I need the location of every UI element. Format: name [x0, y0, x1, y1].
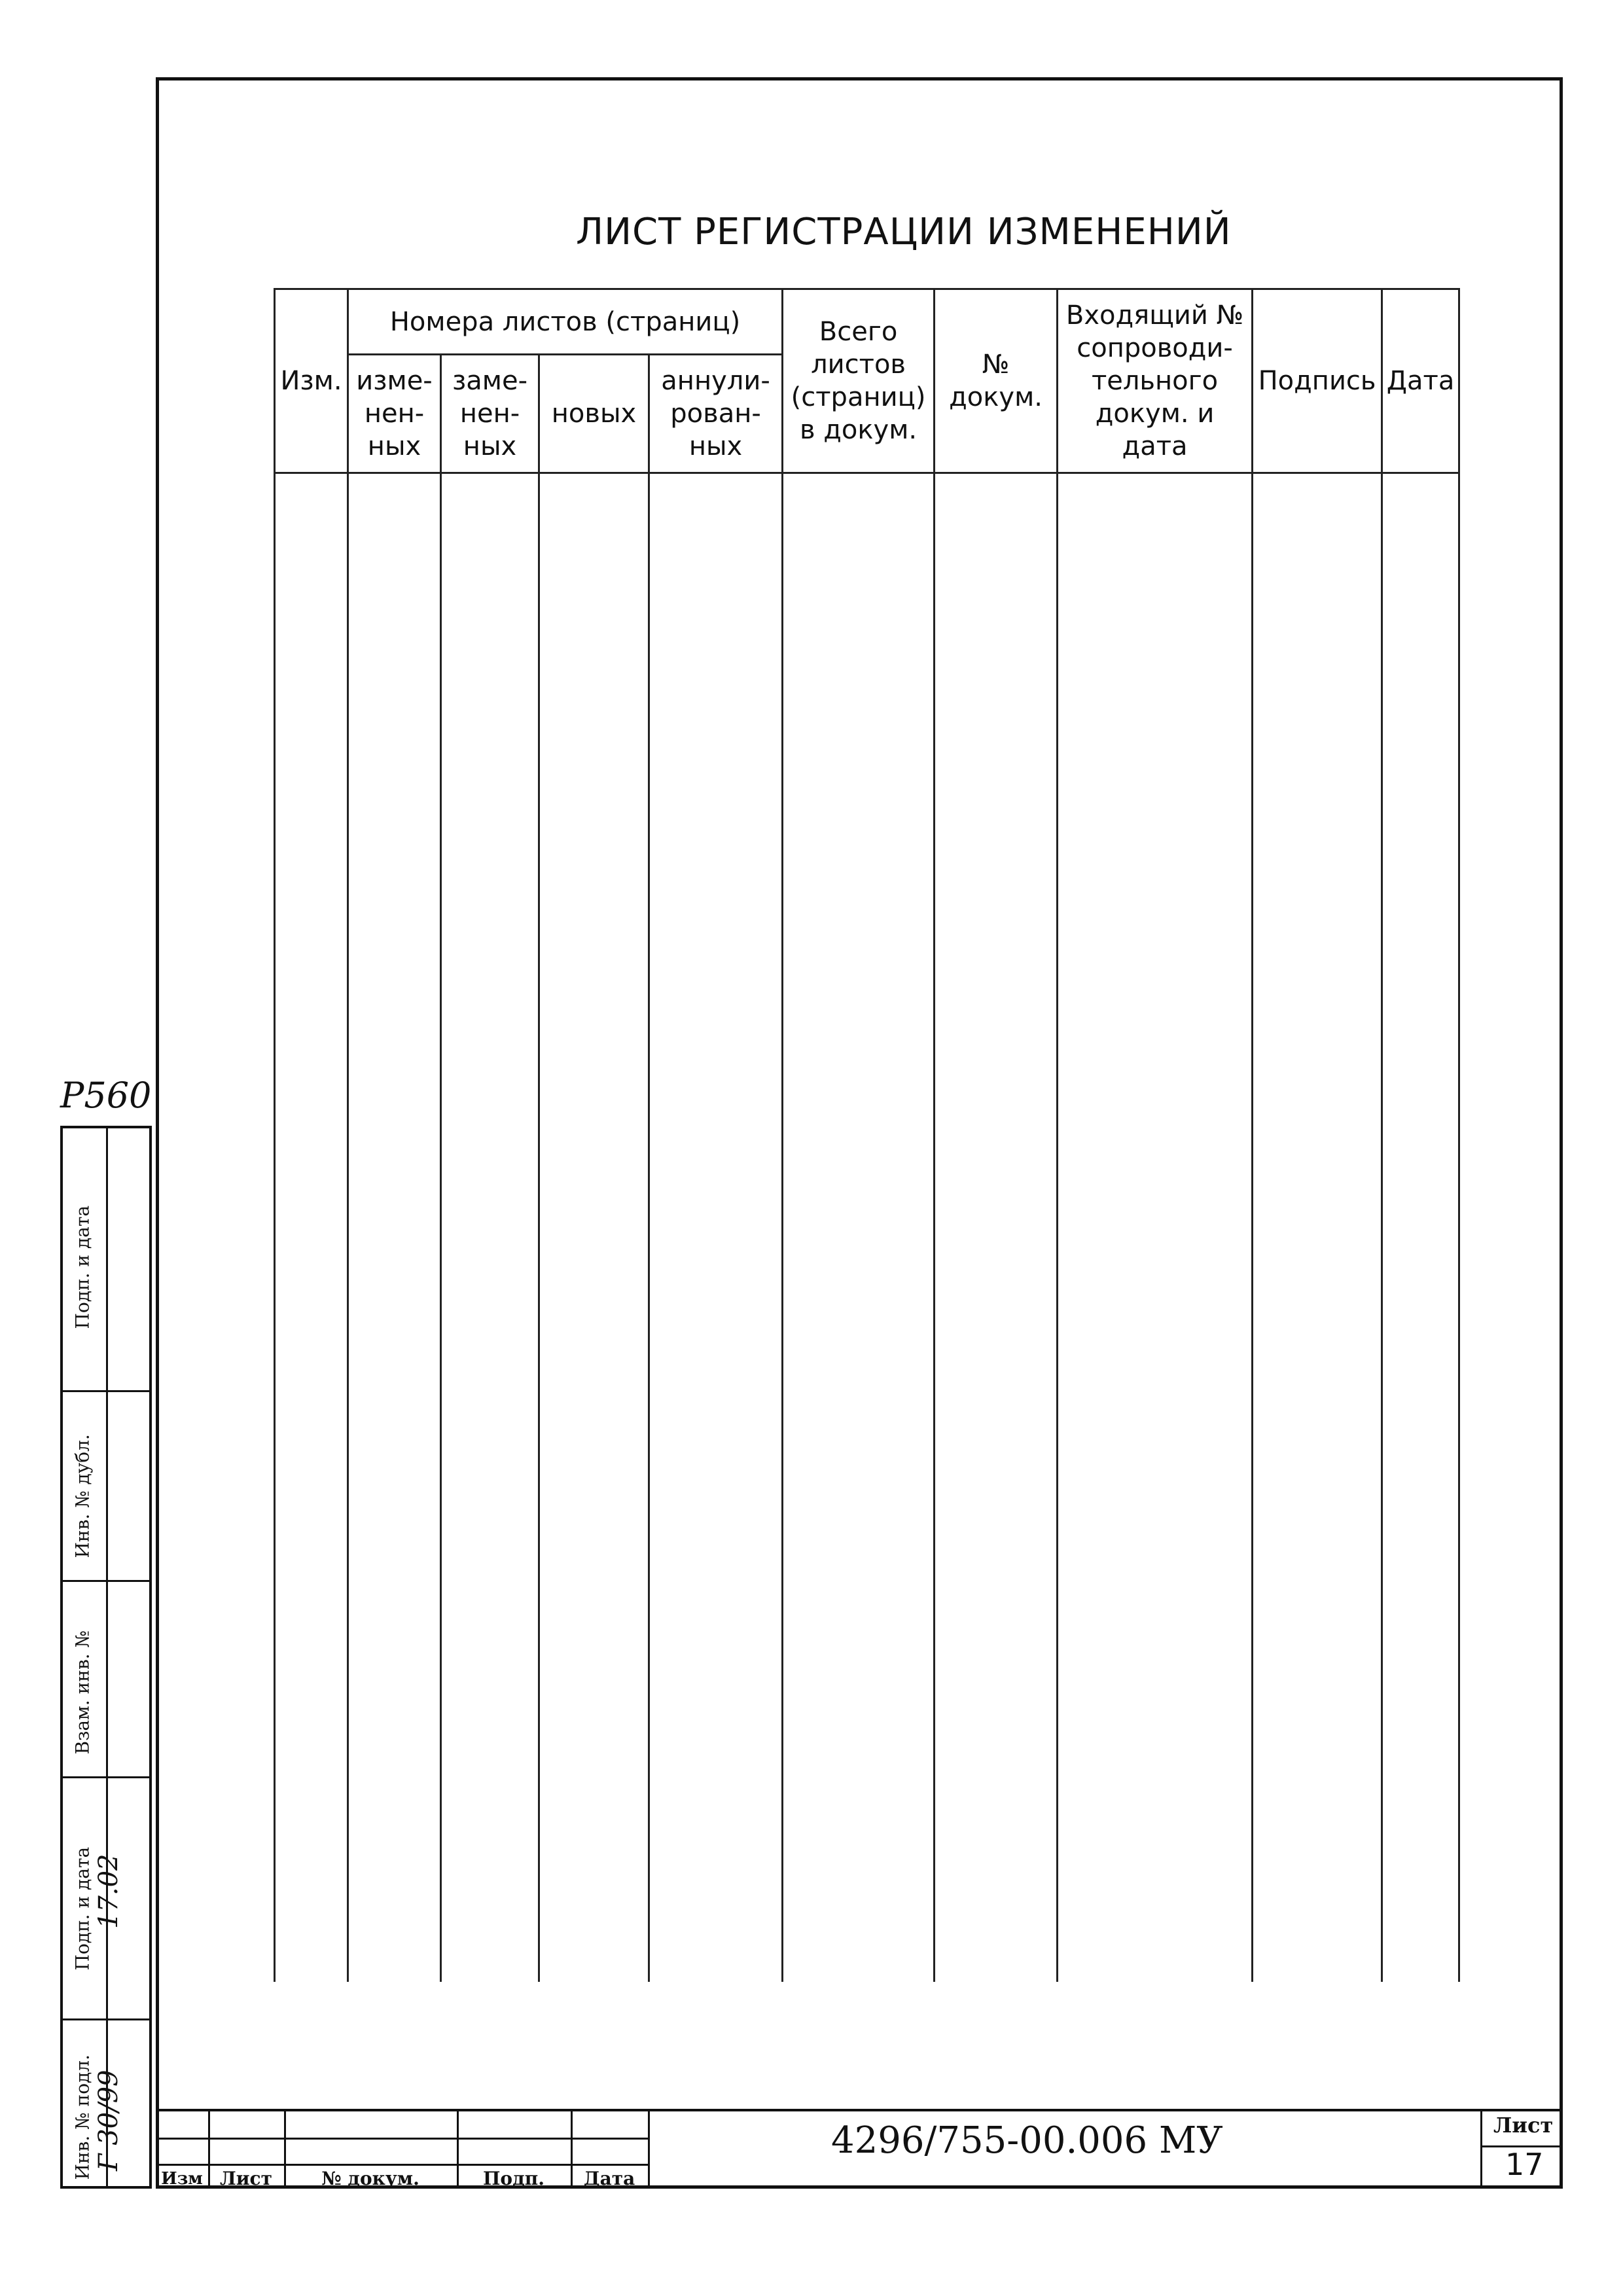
- col-doc-number: № докум.: [935, 289, 1058, 473]
- label-sign-date-bottom: Подп. и дата: [71, 1846, 94, 1971]
- label-original-inventory: Инв. № подл.: [71, 2054, 94, 2180]
- handwritten-inventory-number: Г 30/99: [94, 2070, 124, 2171]
- tb-izm-label: Изм: [161, 2169, 203, 2189]
- label-replacement-inventory: Взам. инв. №: [71, 1630, 94, 1755]
- col-izm: Изм.: [275, 289, 348, 473]
- table-cell[interactable]: [441, 473, 539, 1982]
- sheet-label: Лист: [1493, 2113, 1554, 2138]
- table-cell[interactable]: [1058, 473, 1253, 1982]
- table-cell[interactable]: [1253, 473, 1382, 1982]
- registration-table: [274, 288, 1460, 1982]
- label-sign-date-top: Подп. и дата: [71, 1205, 94, 1329]
- table-cell[interactable]: [649, 473, 783, 1982]
- col-changed: изме-нен-ных: [348, 355, 441, 473]
- table-row: [275, 473, 1459, 1982]
- label-duplicate-inventory: Инв. № дубл.: [71, 1434, 94, 1558]
- table-cell[interactable]: [348, 473, 441, 1982]
- col-annulled: аннули-рован-ных: [649, 355, 783, 473]
- tb-list-label: Лист: [220, 2168, 272, 2189]
- table-cell[interactable]: [275, 473, 348, 1982]
- sheet-number: 17: [1505, 2147, 1544, 2182]
- side-stamp-strip: [60, 1126, 152, 2189]
- table-cell[interactable]: [1382, 473, 1459, 1982]
- col-replaced: заме-нен-ных: [441, 355, 539, 473]
- col-total-sheets: Всего листов (страниц) в докум.: [783, 289, 935, 473]
- tb-sign-label: Подп.: [482, 2168, 545, 2189]
- handwritten-date: 17.02: [94, 1854, 124, 1929]
- table-cell[interactable]: [783, 473, 935, 1982]
- col-signature: Подпись: [1253, 289, 1382, 473]
- page-title: ЛИСТ РЕГИСТРАЦИИ ИЗМЕНЕНИЙ: [576, 211, 1232, 253]
- col-group-sheet-numbers: Номера листов (страниц): [348, 289, 783, 355]
- table-cell[interactable]: [539, 473, 649, 1982]
- handwritten-code: P560: [60, 1075, 152, 1116]
- col-incoming-doc: Входящий № сопроводи-тельного докум. и дата: [1058, 289, 1253, 473]
- table-cell[interactable]: [935, 473, 1058, 1982]
- col-date: Дата: [1382, 289, 1459, 473]
- col-new: новых: [539, 355, 649, 473]
- tb-date-label: Дата: [583, 2168, 635, 2189]
- tb-docnum-label: № докум.: [321, 2168, 419, 2189]
- document-designation: 4296/755-00.006 МУ: [831, 2119, 1223, 2162]
